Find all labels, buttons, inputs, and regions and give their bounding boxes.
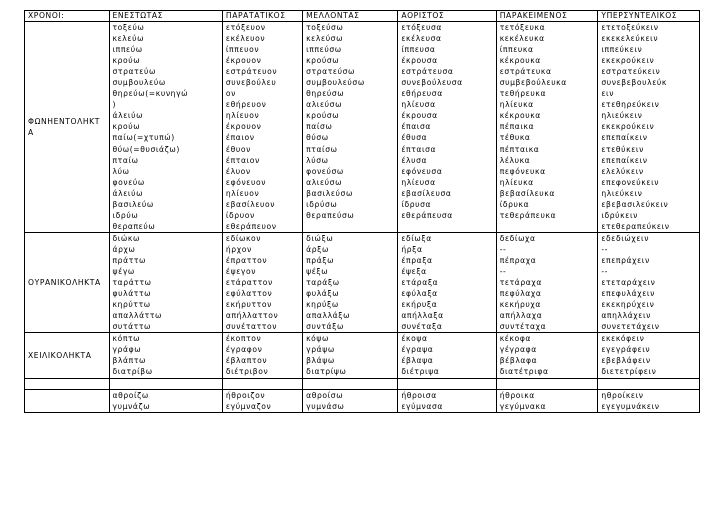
cell-imperfect xyxy=(222,22,302,233)
verb-form: εκέλευον xyxy=(225,34,266,44)
verb-form: ψέξω xyxy=(306,267,329,277)
verb-form: τεθήρευκα xyxy=(499,89,547,99)
verb-form: πταίω xyxy=(112,155,139,165)
verb-form: εκεκελεύκειν xyxy=(601,34,659,44)
verb-form: εδίωκον xyxy=(225,233,262,243)
verb-form: ηλιεύκειν xyxy=(601,111,643,121)
verb-form: κέκρουκα xyxy=(499,56,541,66)
section-row-vowel-stems xyxy=(25,22,700,233)
verb-form: εστράτευκα xyxy=(499,67,552,77)
verb-form: γυμνάσω xyxy=(306,401,345,411)
cell-pluperfect xyxy=(598,333,700,378)
verb-form: βεβασίλευκα xyxy=(499,188,555,198)
cell-future xyxy=(303,232,398,332)
verb-form: ήρξα xyxy=(401,244,423,254)
verb-form: θεραπεύσω xyxy=(306,210,355,220)
verb-form: πράττω xyxy=(112,255,147,265)
verb-form: φονεύσω xyxy=(306,166,344,176)
verb-form: συμβεβούλευκα xyxy=(499,78,567,88)
verb-form: γράψω xyxy=(306,345,335,355)
verb-form: στρατεύσω xyxy=(306,67,355,77)
verb-form: έβλαπτον xyxy=(225,356,268,366)
cell-present xyxy=(109,232,222,332)
verb-form: κέκοφα xyxy=(499,334,532,344)
verb-form: συνέταξα xyxy=(401,322,443,332)
cell-pluperfect xyxy=(598,389,700,412)
verb-form: εγεγράφειν xyxy=(601,345,651,355)
header-future: ΜΕΛΛΟΝΤΑΣ xyxy=(303,11,398,22)
cell-future xyxy=(303,389,398,412)
spacer-cell xyxy=(303,378,398,389)
verb-form: έλυσα xyxy=(401,155,428,165)
verb-form: δεδίωχα xyxy=(499,233,536,243)
verb-form: εγύμνασα xyxy=(401,401,444,411)
verb-form: κελεύω xyxy=(112,34,145,44)
verb-tenses-table xyxy=(24,10,700,413)
spacer-row xyxy=(25,378,700,389)
verb-form: ψέγω xyxy=(112,267,135,277)
verb-form: πέπραχα xyxy=(499,255,537,265)
verb-form: εφόνευσα xyxy=(401,166,443,176)
spacer-cell xyxy=(222,378,302,389)
verb-form: ετετοξεύκειν xyxy=(601,23,659,32)
spacer-cell xyxy=(398,378,496,389)
cell-aorist xyxy=(398,232,496,332)
verb-form: ήθροισα xyxy=(401,390,437,400)
verb-form: βλάπτω xyxy=(112,356,146,366)
verb-form: γέγραφα xyxy=(499,345,537,355)
cell-imperfect xyxy=(222,232,302,332)
verb-form: έκρουον xyxy=(225,122,262,132)
verb-form: κρούσω xyxy=(306,56,340,66)
verb-form: θύω(=θυσιάζω) xyxy=(112,144,180,154)
verb-form: επεφονεύκειν xyxy=(601,177,660,187)
verb-form: πράξω xyxy=(306,255,335,265)
cell-present xyxy=(109,22,222,233)
spacer-cell xyxy=(598,378,700,389)
verb-form: ίππευκα xyxy=(499,45,534,55)
verb-form: ιππεύσω xyxy=(306,45,342,55)
verb-form: φυλάξω xyxy=(306,289,340,299)
verb-form: εφύλαττον xyxy=(225,289,273,299)
section-label-dental-stems xyxy=(25,389,110,412)
verb-form: ίππευον xyxy=(225,45,260,55)
header-present: ΕΝΕΣΤΩΤΑΣ xyxy=(109,11,222,22)
verb-form: αθροίζω xyxy=(112,390,149,400)
verb-form: γεγύμνακα xyxy=(499,401,547,411)
section-row-labial-stems xyxy=(25,333,700,378)
verb-form: τοξεύω xyxy=(112,23,145,32)
verb-form: εθήρευον xyxy=(225,100,267,110)
cell-perfect xyxy=(496,389,598,412)
verb-form: απήλλαξα xyxy=(401,311,444,321)
verb-form: -- xyxy=(499,267,507,277)
section-row-guttural-stems xyxy=(25,232,700,332)
verb-form: ταράξω xyxy=(306,278,340,288)
verb-form: βασιλεύσω xyxy=(306,188,353,198)
verb-form: διέτριβον xyxy=(225,367,269,377)
header-pluperfect: ΥΠΕΡΣΥΝΤΕΛΙΚΟΣ xyxy=(598,11,700,22)
cell-present xyxy=(109,389,222,412)
verb-form: εδεδιώχειν xyxy=(601,233,650,243)
verb-form: έκρουσα xyxy=(401,56,438,66)
verb-form: τετάραχα xyxy=(499,278,542,288)
verb-form: ηλιεύκειν xyxy=(601,188,643,198)
verb-form: έπταισα xyxy=(401,144,437,154)
verb-form: ηλίευκα xyxy=(499,100,534,110)
verb-form: εστράτευσα xyxy=(401,67,454,77)
verb-form: έγραφον xyxy=(225,345,263,355)
verb-form: εκέλευσα xyxy=(401,34,442,44)
verb-form: εκεκηρύχειν xyxy=(601,300,655,310)
verb-form: έπταιον xyxy=(225,155,260,165)
verb-form: θεραπεύω xyxy=(112,221,156,231)
cell-future xyxy=(303,22,398,233)
verb-form: συνετετάχειν xyxy=(601,322,660,332)
verb-form: εστρατεύκειν xyxy=(601,67,661,77)
verb-form: συντέταχα xyxy=(499,322,547,332)
verb-form: ίδρυον xyxy=(225,210,255,220)
cell-pluperfect xyxy=(598,22,700,233)
verb-form: ετεθηρεύκειν xyxy=(601,100,660,110)
verb-form: επεπράχειν xyxy=(601,255,650,265)
verb-form: βασιλεύω xyxy=(112,199,154,209)
cell-aorist xyxy=(398,22,496,233)
verb-form: συνέταττον xyxy=(225,322,278,332)
verb-form: ήθροιζον xyxy=(225,390,266,400)
verb-form: άλειύω xyxy=(112,111,144,121)
verb-form: άρξω xyxy=(306,244,329,254)
verb-form: επεφυλάχειν xyxy=(601,289,655,299)
verb-form: εγεγυμνάκειν xyxy=(601,401,660,411)
cell-pluperfect xyxy=(598,232,700,332)
verb-form: κρούω xyxy=(112,122,141,132)
verb-form: ειν xyxy=(601,89,615,99)
verb-form: κρούω xyxy=(112,56,141,66)
verb-form: εστράτευον xyxy=(225,67,278,77)
verb-form: ηλίευσα xyxy=(401,177,436,187)
verb-form: συνεβεβουλεύκ xyxy=(601,78,667,88)
verb-form: άρχω xyxy=(112,244,136,254)
verb-form: έκρουσα xyxy=(401,111,438,121)
cell-aorist xyxy=(398,389,496,412)
verb-form: κηρύττω xyxy=(112,300,151,310)
spacer-cell xyxy=(496,378,598,389)
verb-form: ηλίευον xyxy=(225,188,260,198)
verb-form: ετεθεραπεύκειν xyxy=(601,221,670,231)
table-body xyxy=(25,22,700,413)
verb-form: ετεταράχειν xyxy=(601,278,656,288)
cell-perfect xyxy=(496,333,598,378)
cell-perfect xyxy=(496,232,598,332)
verb-form: απαλλάξω xyxy=(306,311,351,321)
verb-form: εφόνευον xyxy=(225,177,267,187)
verb-form: κελεύσω xyxy=(306,34,344,44)
verb-form: έπραττον xyxy=(225,255,268,265)
verb-form: έψεξα xyxy=(401,267,427,277)
verb-form: κόπτω xyxy=(112,334,141,344)
header-perfect: ΠΑΡΑΚΕΙΜΕΝΟΣ xyxy=(496,11,598,22)
verb-form: διατρίβω xyxy=(112,367,153,377)
verb-form: ίδρυκα xyxy=(499,199,530,209)
spacer-cell xyxy=(109,378,222,389)
verb-form: αλιεύσω xyxy=(306,100,343,110)
verb-form: κέκρουκα xyxy=(499,111,541,121)
verb-form: ελελύκειν xyxy=(601,166,644,176)
verb-form: εκήρυξα xyxy=(401,300,438,310)
verb-form: βέβλαφα xyxy=(499,356,538,366)
verb-form: κρούσω xyxy=(306,111,340,121)
header-aorist: ΑΟΡΙΣΤΟΣ xyxy=(398,11,496,22)
verb-form: έθυον xyxy=(225,144,251,154)
verb-form: έπαισα xyxy=(401,122,431,132)
verb-form: ετόξευσα xyxy=(401,23,442,32)
verb-form: κηρύξω xyxy=(306,300,339,310)
verb-form: κόψω xyxy=(306,334,329,344)
verb-form: έπραξα xyxy=(401,255,433,265)
verb-form: απήλλαχα xyxy=(499,311,543,321)
verb-form: επεπαίκειν xyxy=(601,133,648,143)
verb-form: συτάττω xyxy=(112,322,151,332)
verb-form: ιππεύκειν xyxy=(601,45,643,55)
verb-form: διατρίψω xyxy=(306,367,347,377)
verb-form: παίω(=χτυπώ) xyxy=(112,133,175,143)
verb-form: ηλίευον xyxy=(225,111,260,121)
verb-form: -- xyxy=(601,244,609,254)
verb-form: έγραψα xyxy=(401,345,434,355)
verb-form: έκοψα xyxy=(401,334,428,344)
cell-future xyxy=(303,333,398,378)
cell-imperfect xyxy=(222,389,302,412)
verb-form: ετεθύκειν xyxy=(601,144,644,154)
verb-form: -- xyxy=(499,244,507,254)
verb-form: εκεκρούκειν xyxy=(601,122,655,132)
verb-form: συντάξω xyxy=(306,322,344,332)
verb-form: εφύλαξα xyxy=(401,289,438,299)
cell-present xyxy=(109,333,222,378)
verb-form: εβασίλευσα xyxy=(401,188,452,198)
verb-form: παίσω xyxy=(306,122,333,132)
verb-form: πταίσω xyxy=(306,144,338,154)
verb-form: έλυον xyxy=(225,166,251,176)
verb-form: αθροίσω xyxy=(306,390,344,400)
verb-form: τέθυκα xyxy=(499,133,531,143)
verb-form: τεθεράπευκα xyxy=(499,210,557,220)
verb-form: εθεράπευον xyxy=(225,221,277,231)
verb-form: ετάραξα xyxy=(401,278,439,288)
verb-form: λύσω xyxy=(306,155,329,165)
verb-form: κεκήρυχα xyxy=(499,300,541,310)
verb-form: ιππεύω xyxy=(112,45,143,55)
spacer-cell xyxy=(25,378,110,389)
verb-form: εβεβλάφειν xyxy=(601,356,651,366)
verb-form: επεπαίκειν xyxy=(601,155,648,165)
verb-form: ίδρυσα xyxy=(401,199,432,209)
verb-form: εθήρευσα xyxy=(401,89,443,99)
verb-form: συνεβούλευ xyxy=(225,78,277,88)
verb-form: έθυσα xyxy=(401,133,428,143)
verb-form: ιδρύσω xyxy=(306,199,338,209)
verb-form: απαλλάττω xyxy=(112,311,162,321)
verb-form: διετετρίφειν xyxy=(601,367,657,377)
verb-form: άλειύω xyxy=(112,188,144,198)
verb-form: εγύμναζον xyxy=(225,401,272,411)
header-row xyxy=(25,11,700,22)
verb-form: ) xyxy=(112,100,117,110)
verb-form: εβεβασιλεύκειν xyxy=(601,199,669,209)
verb-form: εδίωξα xyxy=(401,233,432,243)
verb-form: έβλαψα xyxy=(401,356,434,366)
verb-form: ταράττω xyxy=(112,278,152,288)
verb-form: έπαιον xyxy=(225,133,255,143)
section-label-guttural-stems: ΟΥΡΑΝΙΚΟΛΗΚΤΑ xyxy=(25,232,110,332)
verb-form: συνεβούλευσα xyxy=(401,78,463,88)
verb-form: συμβουλεύσω xyxy=(306,78,365,88)
verb-form: φονεύω xyxy=(112,177,145,187)
verb-form: ηλίευσα xyxy=(401,100,436,110)
verb-form: διατέτριφα xyxy=(499,367,549,377)
verb-form: ιδρύω xyxy=(112,210,139,220)
verb-form: εθεράπευσα xyxy=(401,210,453,220)
verb-form: ηλίευκα xyxy=(499,177,534,187)
verb-form: κεκέλευκα xyxy=(499,34,545,44)
verb-form: αλιεύσω xyxy=(306,177,343,187)
verb-form: διώκω xyxy=(112,233,140,243)
verb-form: διώξω xyxy=(306,233,334,243)
verb-form: γυμνάζω xyxy=(112,401,151,411)
verb-form: απήλλαττον xyxy=(225,311,279,321)
verb-form: εκήρυττον xyxy=(225,300,272,310)
verb-form: γράφω xyxy=(112,345,142,355)
verb-form: συμβουλεύω xyxy=(112,78,166,88)
verb-form: ήθροικα xyxy=(499,390,535,400)
verb-form: τετόξευκα xyxy=(499,23,546,32)
verb-form: βλάψω xyxy=(306,356,335,366)
section-label-labial-stems: ΧΕΙΛΙΚΟΛΗΚΤΑ xyxy=(25,333,110,378)
verb-form: έκρουον xyxy=(225,56,262,66)
section-row-dental-stems xyxy=(25,389,700,412)
verb-form: ετάραττον xyxy=(225,278,273,288)
verb-form: ον xyxy=(225,89,236,99)
cell-perfect xyxy=(496,22,598,233)
verb-form: ίππευσα xyxy=(401,45,436,55)
verb-form: λέλυκα xyxy=(499,155,531,165)
section-label-vowel-stems: ΦΩΝΗΕΝΤΟΛΗΚΤΑ xyxy=(25,22,110,233)
cell-imperfect xyxy=(222,333,302,378)
verb-form: ετόξευον xyxy=(225,23,266,32)
verb-form: λύω xyxy=(112,166,130,176)
verb-form: πεφύλαχα xyxy=(499,289,542,299)
verb-form: φυλάττω xyxy=(112,289,152,299)
verb-form: απηλλάχειν xyxy=(601,311,652,321)
verb-form: πεφόνευκα xyxy=(499,166,546,176)
verb-form: πέπαικα xyxy=(499,122,535,132)
verb-form: διέτριψα xyxy=(401,367,440,377)
cell-aorist xyxy=(398,333,496,378)
verb-form: εκεκρούκειν xyxy=(601,56,655,66)
conjugation-sheet xyxy=(24,10,700,413)
verb-form: πέπταικα xyxy=(499,144,540,154)
verb-form: ήρχον xyxy=(225,244,252,254)
header-tenses: ΧΡΟΝΟΙ: xyxy=(25,11,110,22)
verb-form: θύσω xyxy=(306,133,329,143)
verb-form: εκεκόφειν xyxy=(601,334,645,344)
verb-form: θηρεύω(=κυνηγώ xyxy=(112,89,189,99)
header-imperfect: ΠΑΡΑΤΑΤΙΚΟΣ xyxy=(222,11,302,22)
verb-form: θηρεύσω xyxy=(306,89,345,99)
verb-form: στρατεύω xyxy=(112,67,156,77)
verb-form: έψεγον xyxy=(225,267,257,277)
verb-form: εβασίλευον xyxy=(225,199,276,209)
verb-form: -- xyxy=(601,267,609,277)
verb-form: τοξεύσω xyxy=(306,23,344,32)
verb-form: ηθροίκειν xyxy=(601,390,644,400)
verb-form: έκοπτον xyxy=(225,334,262,344)
verb-form: ιδρύκειν xyxy=(601,210,638,220)
